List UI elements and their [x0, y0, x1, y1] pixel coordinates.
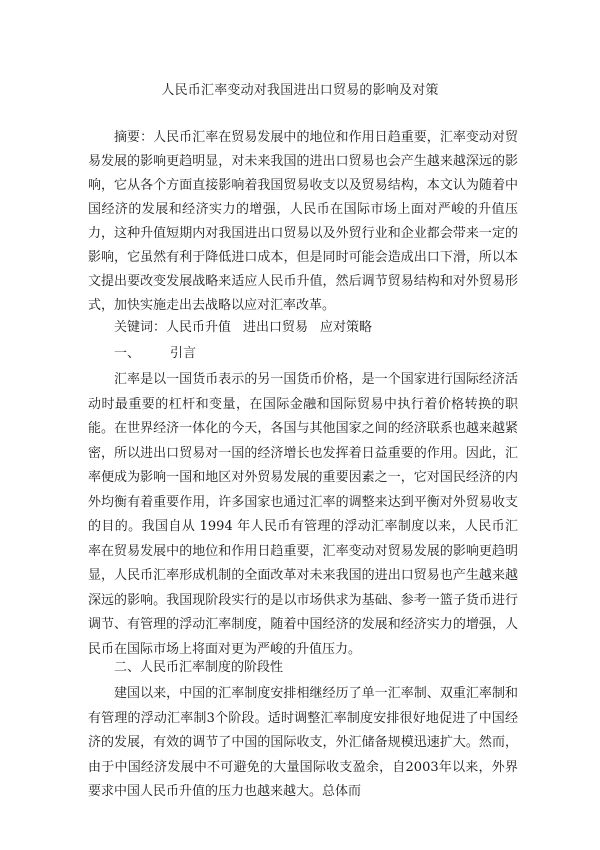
keyword-item: 应对策略: [320, 320, 373, 335]
abstract-text: 人民币汇率在贸易发展中的地位和作用日趋重要，汇率变动对贸易发展的影响更趋明显，对未来我国的进出口贸易也会产生越来越深远的影响，它从各个方面直接影响着我国贸易收支以及贸易结构，本文认为随着中国经济的发展和经济实力的增强，人民币在国际市场上面对严峻的升值压力，这种升值短期内对我国进出口贸易以及外贸行业和企业都会带来一定的影响，它虽然有利于降低进口成本，但是同时可能会造成出口下滑，所以本文提出要改变发展战略来适应人民币升值，然后调节贸易结构和对外贸易形式，加快实施走出去战略以应对汇率改革。: [88, 130, 518, 313]
section-number: 一、: [114, 346, 141, 361]
keyword-item: 进出口贸易: [243, 320, 309, 335]
section-2-paragraph: 建国以来，中国的汇率制度安排相继经历了单一汇率制、双重汇率制和有管理的浮动汇率制3个阶段。适时调整汇率制度安排很好地促进了中国经济的发展，有效的调节了中国的国际收支，外汇储备规模迅速扩大。然而，由于中国经济发展中不可避免的大量国际收支盈余，自2003年以来，外界要求中国人民币升值的压力也越来越大。总体而: [88, 686, 518, 799]
document-title: 人民币汇率变动对我国进出口贸易的影响及对策: [161, 83, 439, 98]
keywords-line: [88, 316, 518, 340]
section-heading-2: 二、人民币汇率制度的阶段性: [114, 660, 284, 675]
keyword-item: 人民币升值: [166, 320, 232, 335]
keywords-label: 关键词：: [114, 320, 167, 335]
section-1-paragraph: 汇率是以一国货币表示的另一国货币价格，是一个国家进行国际经济活动时最重要的杠杆和变量，在国际金融和国际贸易中执行着价格转换的职能。在世界经济一体化的今天，各国与其他国家之间的经济联系也越来越紧密，所以进出口贸易对一国的经济增长也发挥着日益重要的作用。因此，汇率便成为影响一国和地区对外贸易发展的重要因素之一，它对国民经济的内外均衡有着重要作用，许多国家也通过汇率的调整来达到平衡对外贸易收支的目的。我国自从 1994 年人民币有管理的浮动汇率制度以来，人民币汇率在贸易发展中的地位和作用日趋重要，汇率变动对贸易发展的影响更趋明显，人民币汇率形成机制的全面改革对未来我国的进出口贸易也产生越来越深远的影响。我国现阶段实行的是以市场供求为基础、参考一篮子货币进行调节、有管理的浮动汇率制度，随着中国经济的发展和经济实力的增强，人民币在国际市场上将面对更为严峻的升值压力。: [88, 372, 518, 657]
section-title: 引言: [170, 346, 197, 361]
abstract-paragraph: [88, 126, 518, 318]
abstract-label: 摘要：: [114, 130, 154, 145]
section-heading-1: [88, 342, 518, 366]
